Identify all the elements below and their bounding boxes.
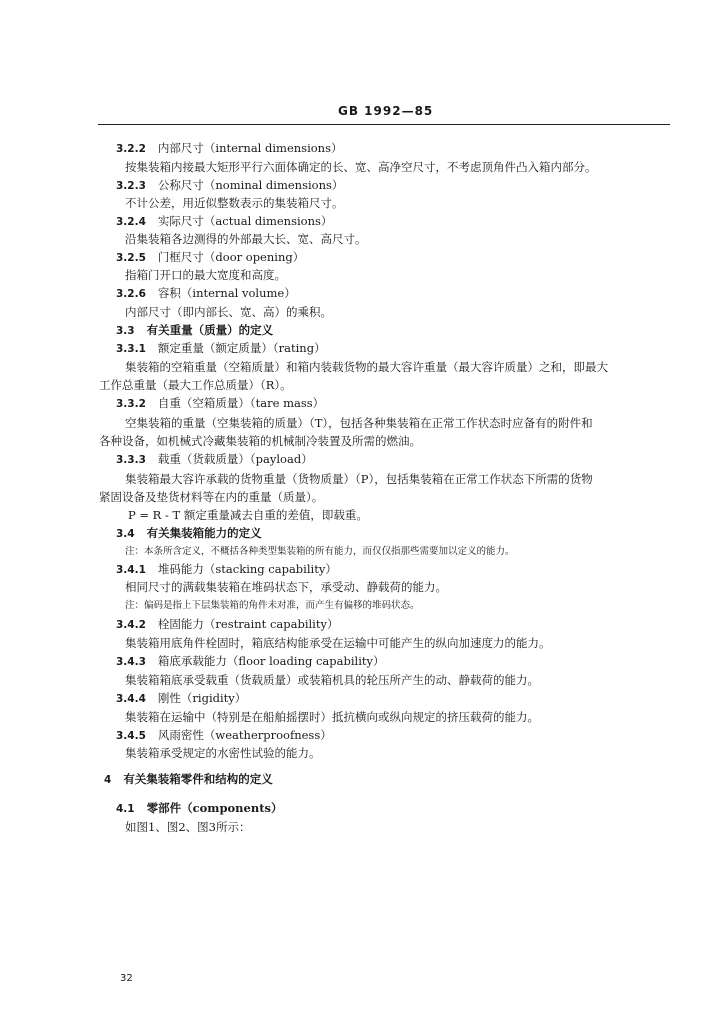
section-number: 3.4.3 (116, 656, 146, 668)
section-number: 3.4.4 (116, 693, 146, 705)
header-rule (98, 124, 670, 125)
section-3-2-3-body: 不计公差，用近似整数表示的集装箱尺寸。 (125, 196, 344, 210)
heading-text: 门框尺寸（door opening） (157, 250, 305, 264)
section-3-4-3-heading (116, 654, 385, 669)
heading-text: 有关集装箱零件和结构的定义 (123, 772, 273, 786)
heading-text: 实际尺寸（actual dimensions） (157, 214, 333, 228)
section-3-2-6-heading (116, 286, 296, 301)
section-3-3-2-body-cont: 各种设备，如机械式冷藏集装箱的机械制冷装置及所需的燃油。 (99, 434, 421, 448)
payload-formula: P = R - T 额定重量减去自重的差值，即载重。 (128, 508, 368, 522)
heading-text: 栓固能力（restraint capability） (157, 617, 339, 631)
section-3-3-2-body: 空集装箱的重量（空集装箱的质量）（T），包括各种集装箱在正常工作状态时应备有的附件和 (125, 416, 593, 430)
section-3-4-heading (116, 526, 262, 541)
section-3-4-1-note: 注：偏码是指上下层集装箱的角件未对准，而产生有偏移的堆码状态。 (125, 600, 420, 611)
heading-text: 零部件（components） (146, 801, 283, 815)
section-number: 3.3 (116, 325, 135, 337)
section-3-2-6-body: 内部尺寸（即内部长、宽、高）的乘积。 (125, 305, 332, 319)
section-number: 3.2.5 (116, 252, 146, 264)
standard-number-header: GB 1992—85 (338, 104, 434, 118)
section-3-4-1-body: 相同尺寸的满载集装箱在堆码状态下，承受动、静载荷的能力。 (125, 580, 447, 594)
section-3-4-5-heading (116, 728, 332, 743)
section-3-4-2-body: 集装箱用底角件栓固时，箱底结构能承受在运输中可能产生的纵向加速度力的能力。 (125, 636, 551, 650)
section-number: 3.2.3 (116, 180, 146, 192)
heading-text: 载重（货载质量）（payload） (157, 452, 313, 466)
section-4-1-heading (116, 801, 283, 816)
section-number: 3.4.2 (116, 619, 146, 631)
section-3-3-3-body-cont: 紧固设备及垫货材料等在内的重量（质量）。 (99, 490, 324, 504)
heading-text: 刚性（rigidity） (157, 691, 247, 705)
section-number: 4.1 (116, 803, 135, 815)
section-number: 3.2.4 (116, 216, 146, 228)
heading-text: 内部尺寸（internal dimensions） (157, 141, 343, 155)
section-3-4-2-heading (116, 617, 338, 632)
heading-text: 公称尺寸（nominal dimensions） (157, 178, 344, 192)
section-number: 3.2.6 (116, 288, 146, 300)
section-number: 3.3.2 (116, 398, 146, 410)
section-3-3-1-heading (116, 341, 326, 356)
section-3-4-5-body: 集装箱承受规定的水密性试验的能力。 (125, 746, 321, 760)
section-4-heading (104, 772, 273, 787)
section-4-1-body: 如图1、图2、图3所示： (125, 820, 251, 834)
section-3-3-1-body-cont: 工作总重量（最大工作总质量）（R）。 (99, 378, 292, 392)
section-3-3-1-body: 集装箱的空箱重量（空箱质量）和箱内装载货物的最大容许重量（最大容许质量）之和，即最大 (125, 360, 608, 374)
heading-text: 额定重量（额定质量）（rating） (157, 341, 326, 355)
section-3-2-4-body: 沿集装箱各边测得的外部最大长、宽、高尺寸。 (125, 232, 367, 246)
section-number: 3.4 (116, 528, 135, 540)
heading-text: 堆码能力（stacking capability） (157, 562, 337, 576)
section-3-4-note: 注：本条所含定义，不概括各种类型集装箱的所有能力，而仅仅指那些需要加以定义的能力。 (125, 546, 515, 557)
section-number: 3.4.5 (116, 730, 146, 742)
section-number: 3.3.3 (116, 454, 146, 466)
section-3-3-3-body: 集装箱最大容许承载的货物重量（货物质量）（P），包括集装箱在正常工作状态下所需的货物 (125, 472, 593, 486)
heading-text: 风雨密性（weatherproofness） (157, 728, 332, 742)
section-number: 4 (104, 774, 112, 786)
section-3-2-3-heading (116, 178, 343, 193)
section-3-2-5-body: 指箱门开口的最大宽度和高度。 (125, 268, 286, 282)
section-3-2-2-body: 按集装箱内接最大矩形平行六面体确定的长、宽、高净空尺寸，不考虑顶角件凸入箱内部分。 (125, 160, 597, 174)
heading-text: 有关集装箱能力的定义 (146, 526, 262, 540)
heading-text: 箱底承载能力（floor loading capability） (157, 654, 385, 668)
section-3-3-heading (116, 323, 273, 338)
section-number: 3.3.1 (116, 343, 146, 355)
section-number: 3.2.2 (116, 143, 146, 155)
section-3-2-2-heading (116, 141, 342, 156)
heading-text: 有关重量（质量）的定义 (146, 323, 274, 337)
section-3-2-4-heading (116, 214, 332, 229)
section-3-4-4-body: 集装箱在运输中（特别是在船舶摇摆时）抵抗横向或纵向规定的挤压载荷的能力。 (125, 710, 539, 724)
section-3-4-3-body: 集装箱箱底承受载重（货载质量）或装箱机具的轮压所产生的动、静载荷的能力。 (125, 673, 539, 687)
heading-text: 容积（internal volume） (157, 286, 296, 300)
section-3-3-2-heading (116, 396, 324, 411)
section-3-3-3-heading (116, 452, 313, 467)
section-3-4-4-heading (116, 691, 246, 706)
page-number: 32 (120, 973, 133, 984)
section-3-4-1-heading (116, 562, 337, 577)
section-number: 3.4.1 (116, 564, 146, 576)
section-3-2-5-heading (116, 250, 304, 265)
heading-text: 自重（空箱质量）（tare mass） (157, 396, 325, 410)
